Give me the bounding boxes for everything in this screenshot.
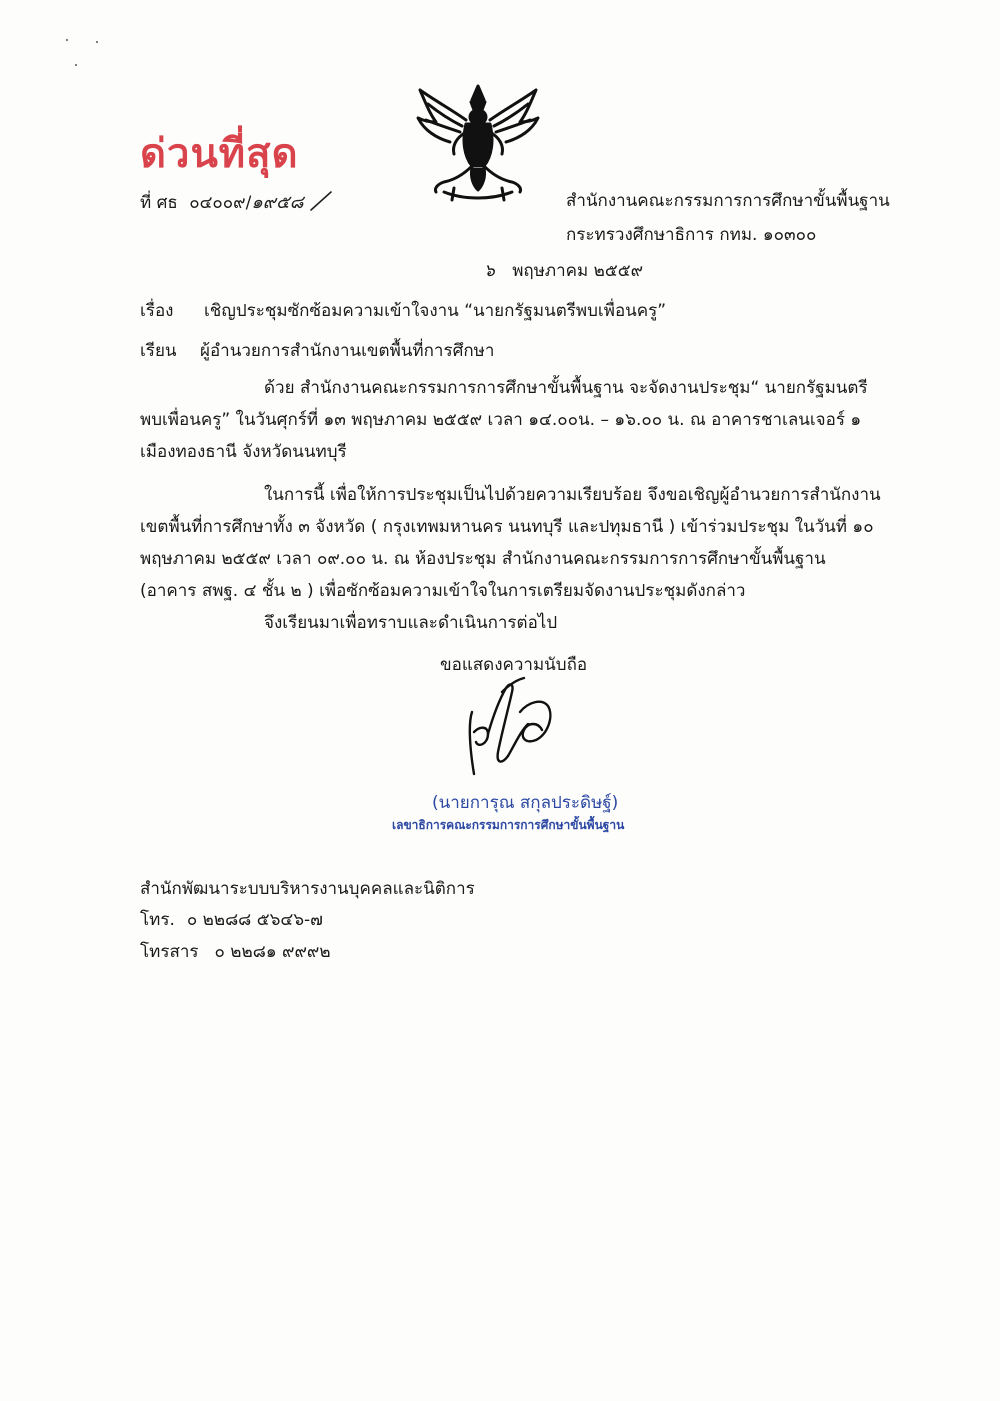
subject-value: เชิญประชุมซักซ้อมความเข้าใจงาน “นายกรัฐมนตรีพบเพื่อนครู” [204,301,667,321]
scan-speck [96,41,98,43]
footer-fax [140,941,331,963]
closing-sentence: จึงเรียนมาเพื่อทราบและดำเนินการต่อไป [264,613,558,633]
footer-phone [140,909,323,931]
garuda-emblem-icon [414,80,542,206]
recipient-label: เรียน [140,341,177,361]
fax-label: โทรสาร [140,942,199,962]
handwritten-slash-icon [309,190,333,212]
reference-handwritten-number: ๑๙๕๘ [251,192,304,213]
paragraph-line: พฤษภาคม ๒๕๕๙ เวลา ๐๙.๐๐ น. ณ ห้องประชุม สำนักงานคณะกรรมการการศึกษาขั้นพื้นฐาน [140,549,826,569]
body-paragraph-1 [140,372,885,468]
org-name: สำนักงานคณะกรรมการการศึกษาขั้นพื้นฐาน [566,191,890,211]
date-day: ๖ [484,261,495,281]
handwritten-signature [458,672,558,784]
paragraph-line: เมืองทองธานี จังหวัดนนทบุรี [140,442,347,462]
letter-date [484,260,643,282]
signer-name: (นายการุณ สกุลประดิษฐ์) [432,793,619,813]
paragraph-line: เขตพื้นที่การศึกษาทั้ง ๓ จังหวัด ( กรุงเทพมหานคร นนทบุรี และปทุมธานี ) เข้าร่วมประชุม ในวันที่ ๑๐ [140,517,874,537]
reference-label: ที่ ศธ [140,193,178,213]
subject-label: เรื่อง [140,301,174,321]
phone-number: ๐ ๒๒๘๘ ๕๖๔๖-๗ [186,910,323,930]
footer-department: สำนักพัฒนาระบบบริหารงานบุคคลและนิติการ [140,879,475,899]
regards-text: ขอแสดงความนับถือ [440,655,588,675]
scan-speck [66,39,68,41]
scan-speck [75,64,77,66]
paragraph-line: พบเพื่อนครู” ในวันศุกร์ที่ ๑๓ พฤษภาคม ๒๕๕๙ เวลา ๑๔.๐๐น. – ๑๖.๐๐ น. ณ อาคารชาเลนเจอร์ ๑ [140,410,862,430]
reference-number [140,190,333,214]
reference-code: ๐๔๐๐๙/ [189,193,252,213]
urgency-stamp: ด่วนที่สุด [140,131,299,177]
signer-title: เลขาธิการคณะกรรมการการศึกษาขั้นพื้นฐาน [392,818,625,832]
phone-label: โทร. [140,910,175,930]
org-address: กระทรวงศึกษาธิการ กทม. ๑๐๓๐๐ [566,225,817,245]
paragraph-line: (อาคาร สพฐ. ๔ ชั้น ๒ ) เพื่อซักซ้อมความเข้าใจในการเตรียมจัดงานประชุมดังกล่าว [140,581,746,601]
body-paragraph-2 [140,479,885,607]
fax-number: ๐ ๒๒๘๑ ๙๙๙๒ [214,942,331,962]
paragraph-line: ด้วย สำนักงานคณะกรรมการการศึกษาขั้นพื้นฐาน จะจัดงานประชุม“ นายกรัฐมนตรี [264,378,868,398]
date-month-year: พฤษภาคม ๒๕๕๙ [512,261,644,281]
recipient-value: ผู้อำนวยการสำนักงานเขตพื้นที่การศึกษา [200,341,495,361]
paragraph-line: ในการนี้ เพื่อให้การประชุมเป็นไปด้วยความเรียบร้อย จึงขอเชิญผู้อำนวยการสำนักงาน [264,485,881,505]
